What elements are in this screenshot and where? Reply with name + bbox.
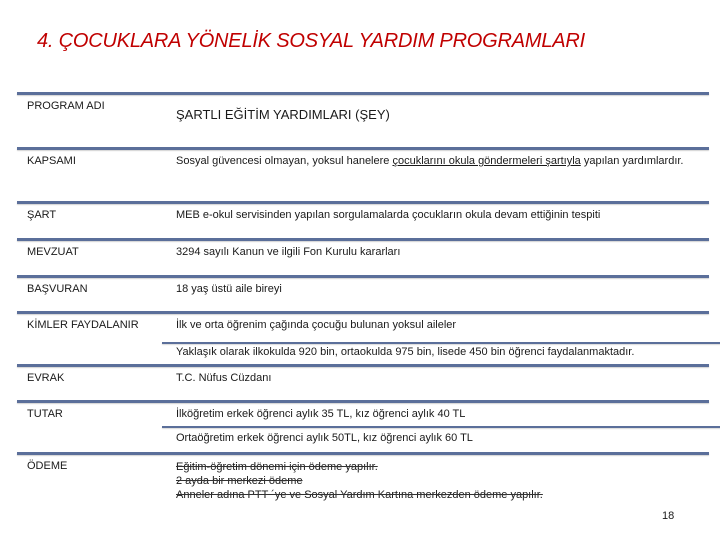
program-table xyxy=(17,92,709,507)
table-row xyxy=(17,364,709,400)
row-divider xyxy=(17,147,709,150)
row-divider xyxy=(17,201,709,204)
table-row xyxy=(17,92,709,142)
payment-line: Anneler adına PTT ´ye ve Sosyal Yardım Kartına merkezden ödeme yapılır. xyxy=(176,489,543,501)
sub-divider xyxy=(162,426,720,428)
row-value: MEB e-okul servisinden yapılan sorgulamalarda çocukların okula devam ettiğinin tespiti xyxy=(176,209,601,221)
row-divider xyxy=(17,92,709,95)
row-divider xyxy=(17,275,709,278)
table-row xyxy=(17,201,709,237)
row-label: BAŞVURAN xyxy=(27,283,88,295)
table-row xyxy=(17,238,709,274)
value-text: Sosyal güvencesi olmayan, yoksul hanelere xyxy=(176,155,393,167)
row-value: 18 yaş üstü aile bireyi xyxy=(176,283,282,295)
payment-line: 2 ayda bir merkezi ödeme xyxy=(176,475,303,487)
row-label: ŞART xyxy=(27,209,57,221)
row-divider xyxy=(17,452,709,455)
row-divider xyxy=(17,400,709,403)
page-number: 18 xyxy=(662,510,675,522)
row-value: İlk ve orta öğrenim çağında çocuğu bulunan yoksul aileler xyxy=(176,319,457,331)
row-label: EVRAK xyxy=(27,372,65,384)
row-label: KİMLER FAYDALANIR xyxy=(27,319,139,331)
sub-divider xyxy=(162,342,720,344)
slide-title: 4. ÇOCUKLARA YÖNELİK SOSYAL YARDIM PROGRAMLARI xyxy=(37,30,586,52)
row-subvalue: Yaklaşık olarak ilkokulda 920 bin, ortaokulda 975 bin, lisede 450 bin öğrenci faydalanmaktadır. xyxy=(176,346,635,358)
table-row xyxy=(17,147,709,197)
row-divider xyxy=(17,364,709,367)
payment-line: Eğitim-öğretim dönemi için ödeme yapılır. xyxy=(176,461,378,473)
row-divider xyxy=(17,238,709,241)
row-divider xyxy=(17,311,709,314)
row-label: KAPSAMI xyxy=(27,155,76,167)
row-value: T.C. Nüfus Cüzdanı xyxy=(176,372,272,384)
row-subvalue: Ortaöğretim erkek öğrenci aylık 50TL, kız öğrenci aylık 60 TL xyxy=(176,432,473,444)
row-label: ÖDEME xyxy=(27,460,68,472)
value-text: yapılan yardımlardır. xyxy=(580,155,684,167)
row-value xyxy=(176,154,696,168)
row-value: 3294 sayılı Kanun ve ilgili Fon Kurulu kararları xyxy=(176,246,401,258)
value-underlined: çocuklarını okula göndermeleri şartıyla xyxy=(392,155,581,167)
row-label: MEVZUAT xyxy=(27,246,79,258)
row-label: TUTAR xyxy=(27,408,63,420)
row-value: ŞARTLI EĞİTİM YARDIMLARI (ŞEY) xyxy=(176,107,390,122)
row-value: İlköğretim erkek öğrenci aylık 35 TL, kız öğrenci aylık 40 TL xyxy=(176,408,466,420)
row-label: PROGRAM ADI xyxy=(27,100,105,112)
table-row xyxy=(17,275,709,311)
